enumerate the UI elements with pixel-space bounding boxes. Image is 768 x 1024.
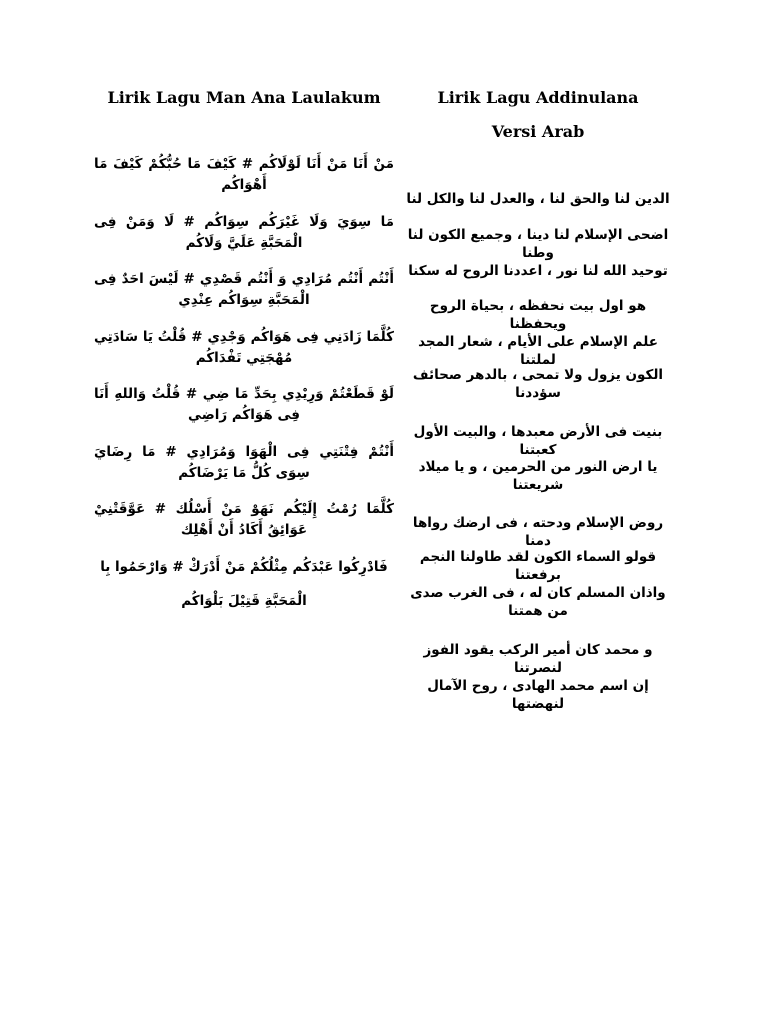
right-lyric-line-1: الدين لنا والحق لنا ، والعدل لنا والكل لنا: [406, 191, 670, 207]
left-lyric-line-9: الْمَحَبَّةِ قَتِيْلَ بَلْوَاكُم: [181, 593, 307, 609]
right-lyric-line-12: و محمد كان أمير الركب يقود الفوز لنصرتنا: [423, 642, 653, 676]
right-lyric-line-9: روض الإسلام ودحته ، فى ارضك رواها دمنا: [412, 515, 664, 549]
right-subtitle: Versi Arab: [491, 122, 585, 141]
right-lyric-line-2: اضحى الإسلام لنا دينا ، وجميع الكون لنا وطنا: [407, 227, 669, 261]
right-lyric-line-11: واذان المسلم كان له ، فى الغرب صدى من همتنا: [410, 585, 666, 619]
right-lyric-line-7: بنيت فى الأرض معبدها ، والبيت الأول كعبتنا: [413, 424, 663, 458]
left-lyric-line-4: كُلَّمَا زَادَنِي فِى هَوَاكُم وَجْدِي # قُلْتُ يَا سَادَتِي مُهْجَتِي تَفْدَاكُم: [94, 329, 394, 366]
left-lyric-line-5: لَوْ قَطَعْتُمْ وَرِيْدِي بِحَدِّ مَا ضِي # قُلْتُ وَاللهِ أَنَا فِى هَوَاكُم رَاضِي: [94, 386, 394, 423]
left-lyric-line-7: كُلَّمَا رُمْتُ إِلَيْكُم نَهَوْ مَنْ أَسْلُك # عَوَّقَتْنِيْ عَوَائِقُ أَكَادُ أَنْ أَهْلِك: [94, 501, 394, 538]
right-lyric-line-3: توحيد الله لنا نور ، اعددنا الروح له سكنا: [408, 263, 668, 279]
right-lyric-line-6: الكون يزول ولا تمحى ، بالدهر صحائف سؤددنا: [412, 367, 664, 401]
right-lyric-line-4: هو اول بيت نحفظه ، بحياة الروح ويحفظنا: [429, 298, 647, 332]
right-lyric-line-10: قولو السماء الكون لقد طاولنا النجم برفعتنا: [419, 549, 657, 583]
left-lyric-line-6: أَنْتُمْ فِتْنَتِي فِى الْهَوَا وَمُرَادِي # مَا رِضَايَ سِوَى كُلُّ مَا يَرْضَاكُم: [94, 444, 394, 481]
right-lyric-line-13: إن اسم محمد الهادى ، روح الآمال لنهضتها: [427, 678, 649, 712]
left-lyric-line-2: مَا سِوَيَ وَلَا غَيْرَكُم سِوَاكُم # لَا وَمَنْ فِى الْمَحَبَّةِ عَلَيَّ وَلَاكُم: [94, 214, 394, 251]
right-lyric-line-8: يا ارض النور من الحرمين ، و يا ميلاد شريعتنا: [418, 459, 658, 493]
right-title: Lirik Lagu Addinulana: [437, 88, 639, 107]
left-lyric-line-8: فَادْرِكُوا عَبْدَكُم مِثْلُكُمْ مَنْ أَدْرَكْ # وَارْحَمُوا بِا: [100, 559, 388, 575]
left-lyric-line-3: أَنْتُم أَنْتُم مُرَادِي وَ أَنْتُم قَصْدِي # لَيْسَ احَدٌ فِى الْمَحَبَّةِ سِوَاكُم عِنْدِي: [94, 271, 394, 308]
left-lyric-line-1: مَنْ أَنَا مَنْ أَنَا لَوْلَاكُم # كَيْفَ مَا حُبُّكُمْ كَيْفَ مَا أَهْوَاكُم: [94, 156, 394, 193]
left-title: Lirik Lagu Man Ana Laulakum: [107, 88, 381, 107]
right-lyric-line-5: علم الإسلام على الأيام ، شعار المجد لملتنا: [418, 334, 658, 368]
